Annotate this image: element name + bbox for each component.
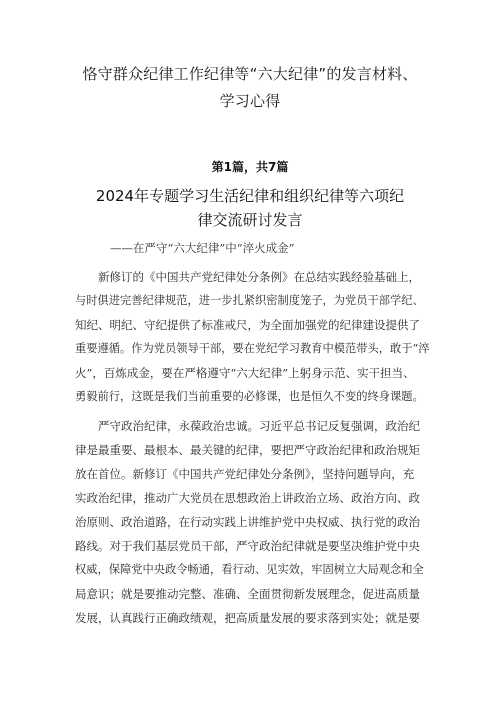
paragraph-line: 发展，认真践行正确政绩观，把高质量发展的要求落到实处；就是要: [75, 611, 420, 625]
paragraph-line: 治原则、政治道路，在行动实践上讲维护党中央权威、执行党的政治: [75, 515, 420, 529]
speech-title: [70, 185, 430, 231]
paragraph-line: 权威，保障党中央政令畅通，看行动、见实效，牢固树立大局观念和全: [75, 563, 424, 576]
paragraph-line: 局意识；就是要推动完整、准确、全面贯彻新发展理念，促进高质量: [75, 587, 420, 601]
paragraph-line: 路线。对于我们基层党员干部，严守政治纪律就是要坚决维护党中央: [75, 539, 420, 553]
paragraph-line: 与时俱进完善纪律规范，进一步扎紧织密制度笼子，为党员干部学纪、: [75, 294, 424, 307]
document-title-line-1: 恪守群众纪律工作纪律等“六大纪律”的发言材料、: [82, 65, 418, 83]
paragraph-line: 律是最重要、最根本、最关键的纪律，要把严守政治纪律和政治规矩: [75, 443, 420, 457]
paragraph-2: [75, 414, 431, 630]
paragraph-line: 实政治纪律，推动广大党员在思想政治上讲政治立场、政治方向、政: [75, 491, 420, 505]
paragraph-1: [75, 265, 431, 409]
paragraph-line: 知纪、明纪、守纪提供了标准戒尺，为全面加强党的纪律建设提供了: [75, 318, 420, 332]
speech-subtitle: ——在严守“六大纪律”中“淬火成金”: [110, 241, 295, 255]
paragraph-line: 勇毅前行，这既是我们当前重要的必修课，也是恒久不变的终身课题。: [75, 390, 424, 403]
part-label: 第1篇，共7篇: [211, 160, 289, 174]
document-title: [60, 63, 440, 113]
paragraph-line: 放在首位。新修订《中国共产党纪律处分条例》，坚持问题导向，充: [75, 467, 415, 481]
paragraph-line: 新修订的《中国共产党纪律处分条例》在总结实践经验基础上，: [98, 270, 420, 284]
paragraph-line: 重要遵循。作为党员领导干部，要在党纪学习教育中模范带头，敢于“淬: [75, 342, 430, 355]
paragraph-line: 严守政治纪律，永葆政治忠诚。习近平总书记反复强调，政治纪: [98, 419, 420, 433]
speech-title-line-2: 律交流研讨发言: [197, 211, 303, 229]
speech-title-line-1: 2024年专题学习生活纪律和组织纪律等六项纪: [95, 187, 405, 205]
document-title-line-2: 学习心得: [219, 92, 281, 110]
paragraph-line: 火”，百炼成金，要在严格遵守“六大纪律”上躬身示范、实干担当、: [75, 366, 415, 380]
